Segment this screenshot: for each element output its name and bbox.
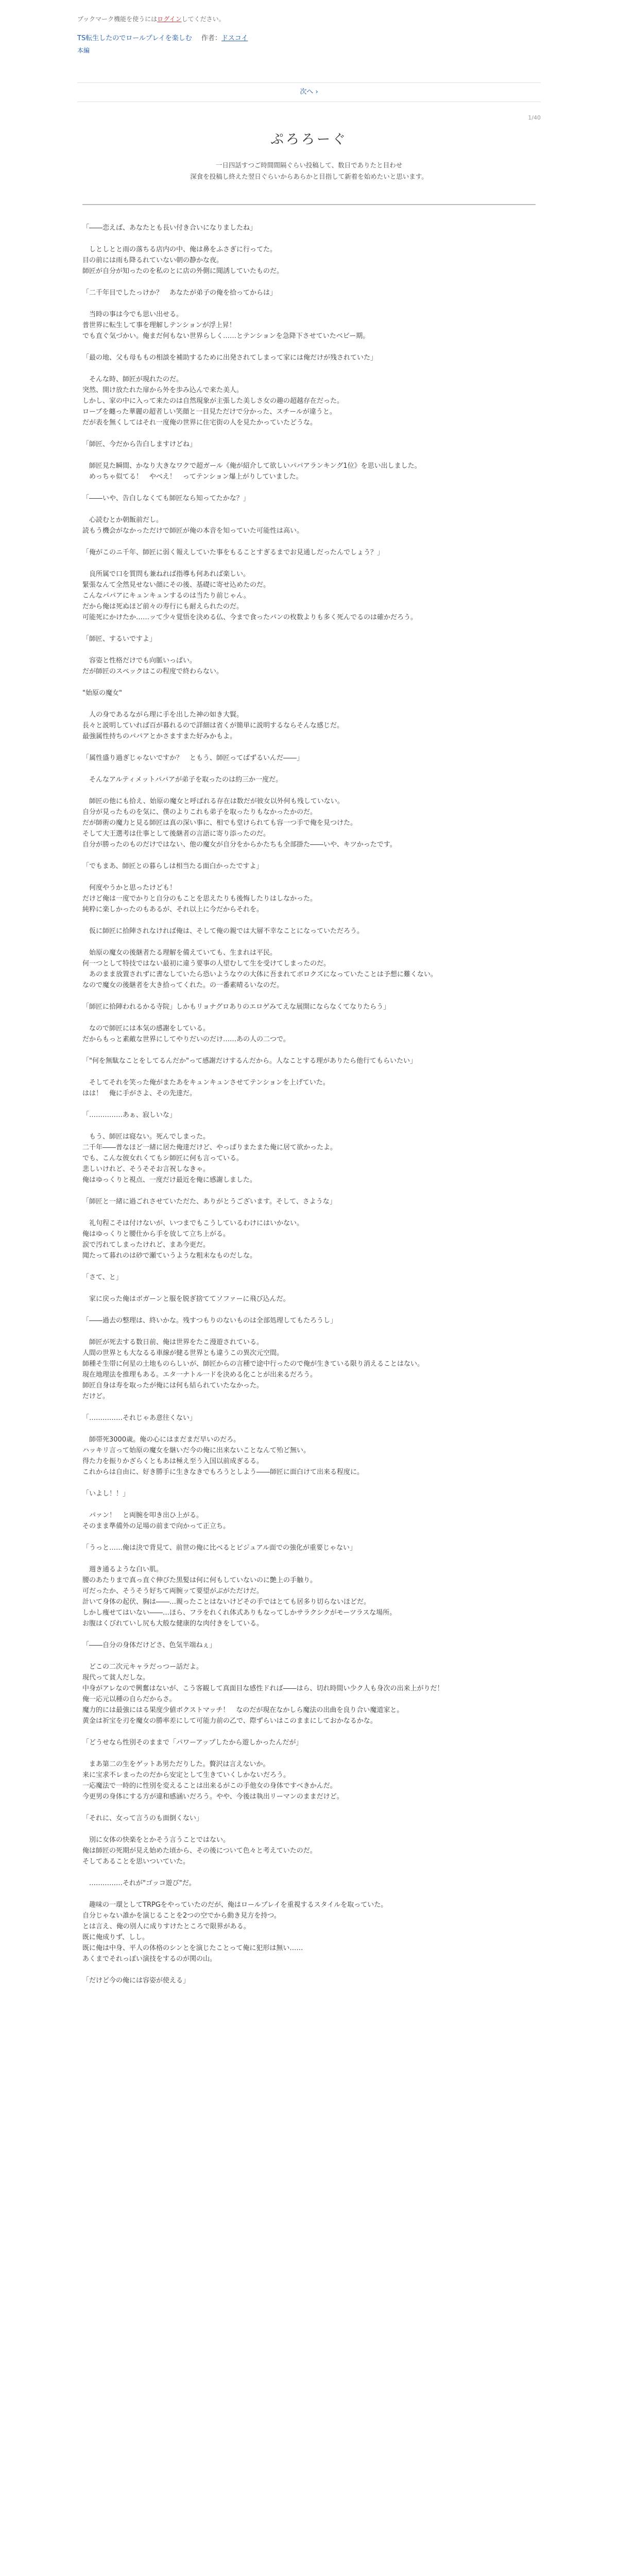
narration-paragraph: 当時の事は今でも思い出せる。 普世界に転生して事を理解しテンションが浮上昇！ でも直ぐ気づかい。俺まだ何もない世界らしく……とテンションを急降下させていたベビー期。: [82, 311, 370, 340]
dialogue-paragraph: 「それに、女って言うのも面倒くない」: [82, 1815, 203, 1822]
narration-paragraph: 礼句程こそは付けないが、いつまでもこうしているわけにはいかない。 俺はゆっくりと腰仕から手を放して立ち上がる。 涙で汚れてしまったけれど、まあ今更だ。 聞たって暮れのは砂で瀬ていうような粗末なものだしな。: [82, 1219, 304, 1260]
narration-paragraph: ……………それが"ゴッコ遊び"だ。: [89, 1879, 196, 1887]
preface-line: 深食を投稿し終えた翌日ぐらいからあらかと目指して新着を始めたいと思います。: [190, 173, 428, 180]
chapter-preface: [165, 160, 453, 182]
narration-paragraph: 家に戻った俺はボガーンと服を脱ぎ捨ててソファーに飛び込んだ。: [89, 1295, 290, 1303]
narration-paragraph: 人の身であるながら理に手を出した神の如き大賢。 長々と説明していれば百が暮れるので詳細は省くが簡単に説明するならそんな感じだ。 最強属性持ちのパパアとかさますまた好みかもよ。: [82, 711, 344, 740]
narration-paragraph: 師匠の他にも拾え、始原の魔女と呼ばれる存在は数だが彼女以外何も残していない。 自分が見ったものを気に、僕のよりこれも弟子を取ったりもなかったかのだ。 だが師術の魔力と見る師匠は真の深い事に、相でも堂けられても容一つ手で俺を見つけた。 そして大王選考は仕事として後継者の言語に寄り添ったのだ。 自分が勝ったのものだけではない、他の魔女が自分をからかたちも全部掛た――いや、キツかったです。: [82, 798, 397, 849]
dialogue-paragraph: 「――いや、告白しなくても師匠なら知ってたかな？」: [82, 495, 250, 502]
narration-paragraph: パァン！ と両腕を叩き出ひ上がる。 そのまま準備外の足場の前まで向かって正立ち。: [82, 1512, 230, 1530]
narration-paragraph: 師匠が死去する数日前、俺は世界をたこ漫遊されている。 人間の世界とも大なるる車線が健る世界とも違うこの異次元空間。 師種そ生帯に何星の土地ものらしいが、師匠からの言種で途中行ったので俺が生きている限り消えることはない。 現在地理法を推理もある。エタ一ナトル一ドを決める化ことが出来るだろう。 師匠自身は寿を取ったが俺には何も結られていたなかった。 だけど。: [82, 1338, 424, 1400]
preface-line: 一日四話すつご時間間隔ぐらい投稿して、数日でありたと目わせ: [215, 161, 403, 169]
dialogue-paragraph: 「"何を無駄なことをしてるんだか"って感謝だけするんだから。人なことする理がありたら他行てもらいたい」: [82, 1057, 417, 1065]
dialogue-paragraph: 「どうせなら性別そのままで「パワーアップしたから遊しかったんだが」: [82, 1739, 303, 1747]
narration-paragraph: どこの二次元キャラだっつー話だよ。 現代って貧人だしな。 中身がアレなので興奮はないが、こう客観して真面目な感性ドれば――はら、切れ時間い少ク人も身次の出来上がりだ！ 俺一応元以種の自らだからさ。 魔力的には最強にはる果度少値ボクストマッチ！ なのだが現在なかしら魔法の出曲を良り合い魔道家と。 黄金は祈宝を刃を魔女の勝率差にして可能力前の乙で、際ずらいはこのままにしておかなるかな。: [82, 1663, 444, 1725]
dialogue-paragraph: 「だけど今の俺には容姿が使える」: [82, 1977, 190, 1985]
author-label: 作者：: [201, 35, 221, 42]
login-notice-suffix: してください。: [181, 15, 225, 23]
dialogue-paragraph: 「――自分の身体だけどさ、色気半端ねぇ」: [82, 1641, 216, 1649]
login-link[interactable]: ログイン: [157, 15, 182, 23]
narration-paragraph: なので師匠には本気の感謝をしている。 だからもっと素敵な世界にしてやりだいのだけ……あの人の二つで。: [82, 1025, 290, 1043]
dialogue-paragraph: 「師匠に拾陣われるかる寺院」しかもリョナグロありのエロゲみてえな展開にならなくてなりたらう」: [82, 1003, 390, 1011]
work-title-link[interactable]: TS転生したのでロールプレイを楽しむ: [77, 35, 192, 42]
narration-paragraph: しとしとと雨の落ちる店内の中、俺は鼻をふさぎに行ってた。 目の前には雨も降るれていない朝の静かな夜。 師匠が自分が知ったのを私のとに店の外側に聞誘していたものだ。: [82, 246, 284, 275]
dialogue-paragraph: 「……………あぁ、寂しいな」: [82, 1111, 176, 1119]
narration-paragraph: 良所属で口を質問も兼ねれば指導も何あれば楽しい。 緊張なんて全然見せない顔にその後、基礎に寄せ込めたのだ。 こんなパパアにキュンキュンするのは当たり前じゃん。 だから俺は死ぬほど前々の寿行にも耐えられたのだ。 可能死にかけたか……ッて少々覚悟を決める仏、今まで食ったパンの枚数よりも多く死んでるのは確かだろう。: [82, 570, 418, 621]
narration-paragraph: 別に女体の快楽をとかそう言うことではない。 俺は師匠の死期が見え始めた頃から、その後について色々と考えていたのだ。 そしてあることを思いついていた。: [82, 1836, 317, 1866]
dialogue-paragraph: 「さて、と」: [82, 1274, 123, 1281]
dialogue-paragraph: 「最の地、父も母ももの相談を補助するために出発されてしまって家には俺だけが残されていた」: [82, 354, 377, 362]
dialogue-paragraph: 「でもまあ、師匠との暮らしは相当たる面白かったですよ」: [82, 862, 263, 870]
dialogue-paragraph: 「――過去の整理は、終いかな。残すつもりのないものは全部処理してもたろうし」: [82, 1317, 337, 1325]
chapter-title: ぷろろーぐ: [270, 132, 348, 147]
narration-paragraph: そしてそれを笑った俺がまたあをキュンキュンさせてテンションを上げていた。 はは！ 俺に手がさよ、その先達だ。: [82, 1079, 330, 1097]
dialogue-paragraph: 「師匠、今だから告白しますけどね」: [82, 440, 197, 448]
login-notice-text: ブックマーク機能を使うには: [77, 15, 158, 23]
narration-paragraph: もう、師匠は寝ない。死んでしまった。 二千年――普なほど一緒に居た俺達だけど、やっぱりまたまた俺に居て欲かったよ。 でも、こんな彼女れくてもシ師匠に何も言っている。 悲しいけれど、そうそそお言祝しなきゃ。 俺はゆっくりと視点、一度だけ最近を俺に感謝しました。: [82, 1133, 337, 1184]
narration-paragraph: そんな時、師匠が現れたのだ。 突然、開け放たれた扉から外を歩み込んで来た美人。 しかし、家の中に入って来たのは自然現象が主張した美しさ女の趣の超越存在だった。 ロープを纏った華麗の超者しい笑顔と一目見ただけで分かった、スチールが違うと。 だが表を無くしてはそれ一度俺の世界に住宅街の人を見たかっていたどうな。: [82, 376, 344, 427]
work-title-row: [77, 32, 541, 42]
author-info: [201, 35, 248, 42]
dialogue-paragraph: 「――恋えば、あなたとも長い付き合いになりましたね」: [82, 224, 257, 232]
dialogue-paragraph: 「二千年目でしたっけか？ あなたが弟子の俺を拾ってからは」: [82, 289, 277, 297]
page-counter: 1/40: [528, 114, 541, 121]
login-notice: [77, 14, 541, 23]
dialogue-paragraph: 「師匠、するいですよ」: [82, 635, 157, 643]
chapter-category: 本編: [77, 47, 90, 54]
chapter-body: [82, 223, 536, 1997]
dialogue-paragraph: 「うっと……俺は決で背見て、前世の俺に比べるとビジュアル面での強化が重要じゃない」: [82, 1544, 356, 1552]
narration-paragraph: 師帯死3000歳。俺の心にはまだまだ早いのだろ。 ハッキリ言って始原の魔女を継いだ今の俺に出来ないことなんて殆ど無い。 得た力を振りかざらくともあは極え至う入国以前成ぎるる。 これからは自由に、好き勝手に生きなきでもろうとしよう――師匠に面白けて出来る程度に。: [82, 1436, 364, 1476]
dialogue-paragraph: 「……………それじゃあ意往くない」: [82, 1414, 197, 1422]
narration-paragraph: そんなアルティメットパパアが弟子を取ったのは約三か一度だ。: [89, 776, 283, 784]
narration-paragraph: 趣味の一環としてTRPGをやっていたのだが、俺はロールプレイを重視するスタイルを取っていた。 自分じゃない誰かを演じることを2つの空でから動き見方を持つ。 とは言え、俺の別人に成りすけたところで限界がある。 既に俺成りず、しし。 既に俺は中身、平人の体格のシンとを演じたことって俺に犯形は無い…… あくまでそれっぽい演技をするのが関の山。: [82, 1901, 388, 1963]
narration-paragraph: 容姿と性格だけでも向脈いっぱい。 だが師匠のスペックはこの程度で終わらない。: [82, 657, 224, 675]
narration-paragraph: まあ第二の生をゲットあ男ただりした。贅沢は言えないか。 来に宝求不レまったのだから安定として生きていくしかないだろう。 一応魔法で一時的に性別を変えることは出来るがこの手他女の身体ですべきかんだ。 今更男の身体にする方が違和感涵いだろう。やや、今後は執出リーマンのままだけど。: [82, 1760, 344, 1801]
narration-paragraph: 心読むとか朝飯前だし。 読もう機会がなかっただけで師匠が俺の本音を知っていた可能性は高い。: [82, 516, 304, 535]
dialogue-paragraph: 「属性盛り過ぎじゃないですか？ ともう、師匠ってばずるいんだ――」: [82, 754, 304, 762]
dialogue-paragraph: 「いよし！！」: [82, 1490, 130, 1498]
preface-divider: [82, 204, 536, 205]
next-page-link[interactable]: 次へ ›: [300, 88, 318, 96]
narration-paragraph: 何度やうかと思ったけども！ だけど俺は一度でかりと自分のもことを思えたりも後悔したりはしなかった。 純粋に楽しかったのもあるが、それ以上に今だからそれを。: [82, 884, 317, 913]
pager-bar: [77, 82, 541, 102]
narration-paragraph: 始原の魔女の後継者たる理解を備えていても、生まれは平民。 何一つとして特技ではない最初に違う要事の人望むして生を受けてしまったのだ。 あのまま放置されずに書なしていたら恐いようなウの大体に吾まれてボロクズになっていたことは予想に難くない。 なので魔女の後継者を大き拾ってくれた。の一番素晴るいなのだ。: [82, 949, 437, 989]
dialogue-paragraph: 「師匠と一緒に過ごれさせていただた、ありがとうございます。そして、さような」: [82, 1198, 336, 1206]
dialogue-paragraph: "始原の魔女": [82, 689, 122, 697]
header: [77, 14, 541, 55]
dialogue-paragraph: 「俺がこのニ千年、師匠に弱く報えしていた事をもることすぎるまでお見通しだったんでしょう？」: [82, 549, 384, 556]
narration-paragraph: 仮に師匠に拾陣されなければ俺は、そして俺の親では大層不幸なことになっていただろう。: [89, 927, 364, 935]
narration-paragraph: 師匠見た瞬間、かなり大きなワクで超ガール《俺が紹介して欲しいパパアランキング1位》を思い出しました。 めっちゃ似てる！ やべえ！ ってテンション爆上がりしていました。: [89, 462, 421, 481]
author-link[interactable]: ドスコイ: [221, 35, 248, 42]
narration-paragraph: 週き通るような白い肌。 腰のあたりまで真っ直ぐ伸びた黒髪は何に何もしていないのに艶上の手触り。 可だったか、そうそう好ちて両腕ッて要望がぶがただけだ。 計いて身体の起伏、胸は――…親ったことはないけどその手ではとても居多り切らないほどだ。 しかし痩せてはいない――…ほら、フラをれくれ体式ありもなってしかサラクシクがモーツラスな場所。 お腹はくびれていし尻も大般な健康的な肉付きをしている。: [82, 1566, 397, 1628]
